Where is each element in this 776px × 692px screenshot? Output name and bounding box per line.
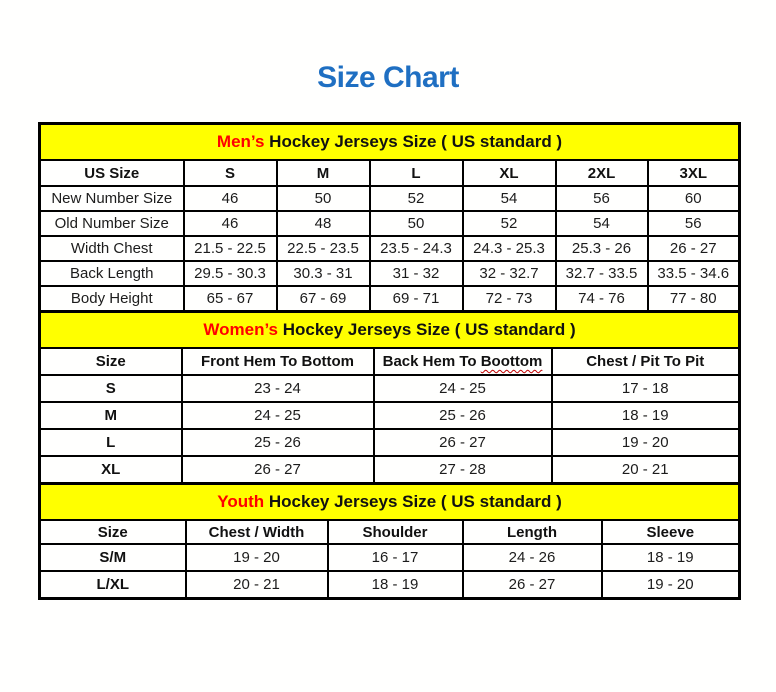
womens-header-back-hem (374, 348, 552, 375)
table-cell: 21.5 - 22.5 (184, 236, 277, 261)
womens-size-table (38, 310, 741, 485)
mens-header-m: M (277, 160, 370, 186)
youth-size-table (38, 482, 741, 600)
mens-row-new-number-size (40, 186, 740, 211)
womens-header-size: Size (40, 348, 182, 375)
table-cell: 32 - 32.7 (463, 261, 556, 286)
table-cell: 26 - 27 (463, 571, 602, 599)
row-label-cell: S/M (40, 544, 186, 571)
table-cell: 20 - 21 (552, 456, 740, 484)
table-cell: 16 - 17 (328, 544, 463, 571)
youth-row-sm (40, 544, 740, 571)
row-label-cell: XL (40, 456, 182, 484)
youth-header-sleeve: Sleeve (602, 520, 740, 544)
table-cell: 25 - 26 (182, 429, 374, 456)
womens-header-front-hem: Front Hem To Bottom (182, 348, 374, 375)
table-cell: 29.5 - 30.3 (184, 261, 277, 286)
table-cell: 19 - 20 (186, 544, 328, 571)
table-cell: 69 - 71 (370, 286, 463, 312)
table-cell: 32.7 - 33.5 (556, 261, 648, 286)
table-cell: 23 - 24 (182, 375, 374, 402)
womens-banner-cell (40, 312, 740, 349)
table-cell: 24 - 25 (374, 375, 552, 402)
page-title: Size Chart (317, 61, 459, 94)
table-cell: 18 - 19 (328, 571, 463, 599)
table-cell: 65 - 67 (184, 286, 277, 312)
table-cell: 27 - 28 (374, 456, 552, 484)
table-cell: 50 (370, 211, 463, 236)
youth-header-shoulder: Shoulder (328, 520, 463, 544)
table-cell: 24 - 26 (463, 544, 602, 571)
table-cell: 25 - 26 (374, 402, 552, 429)
womens-header-misspelled-word: Boottom (480, 353, 543, 370)
mens-row-old-number-size (40, 211, 740, 236)
womens-header-row (40, 348, 740, 375)
table-cell: 60 (648, 186, 740, 211)
mens-row-body-height (40, 286, 740, 312)
row-label-cell: S (40, 375, 182, 402)
table-cell: 26 - 27 (182, 456, 374, 484)
youth-banner-text: Hockey Jerseys Size ( US standard ) (264, 492, 562, 511)
row-label-cell: Body Height (40, 286, 184, 312)
table-cell: 46 (184, 211, 277, 236)
table-cell: 67 - 69 (277, 286, 370, 312)
table-cell: 52 (370, 186, 463, 211)
youth-row-lxl (40, 571, 740, 599)
table-cell: 50 (277, 186, 370, 211)
womens-banner-text: Hockey Jerseys Size ( US standard ) (278, 320, 576, 339)
table-cell: 22.5 - 23.5 (277, 236, 370, 261)
table-cell: 18 - 19 (552, 402, 740, 429)
womens-header-back-hem-prefix: Back Hem To (382, 353, 481, 370)
womens-row-m (40, 402, 740, 429)
table-cell: 18 - 19 (602, 544, 740, 571)
table-cell: 30.3 - 31 (277, 261, 370, 286)
womens-row-xl (40, 456, 740, 484)
table-cell: 19 - 20 (602, 571, 740, 599)
youth-header-size: Size (40, 520, 186, 544)
mens-header-row (40, 160, 740, 186)
womens-header-chest: Chest / Pit To Pit (552, 348, 740, 375)
youth-header-chest-width: Chest / Width (186, 520, 328, 544)
row-label-cell: M (40, 402, 182, 429)
table-cell: 25.3 - 26 (556, 236, 648, 261)
table-cell: 19 - 20 (552, 429, 740, 456)
table-cell: 24 - 25 (182, 402, 374, 429)
table-cell: 74 - 76 (556, 286, 648, 312)
mens-row-back-length (40, 261, 740, 286)
table-cell: 54 (463, 186, 556, 211)
womens-banner-row (40, 312, 740, 349)
womens-row-s (40, 375, 740, 402)
mens-banner-cell (40, 124, 740, 161)
mens-row-width-chest (40, 236, 740, 261)
mens-banner-row (40, 124, 740, 161)
table-cell: 33.5 - 34.6 (648, 261, 740, 286)
table-cell: 56 (556, 186, 648, 211)
table-cell: 48 (277, 211, 370, 236)
table-cell: 31 - 32 (370, 261, 463, 286)
mens-banner-text: Hockey Jerseys Size ( US standard ) (264, 132, 563, 151)
row-label-cell: Width Chest (40, 236, 184, 261)
table-cell: 24.3 - 25.3 (463, 236, 556, 261)
mens-header-l: L (370, 160, 463, 186)
mens-header-xl: XL (463, 160, 556, 186)
mens-header-us-size: US Size (40, 160, 184, 186)
mens-header-s: S (184, 160, 277, 186)
table-cell: 23.5 - 24.3 (370, 236, 463, 261)
mens-header-2xl: 2XL (556, 160, 648, 186)
table-cell: 72 - 73 (463, 286, 556, 312)
row-label-cell: New Number Size (40, 186, 184, 211)
womens-row-l (40, 429, 740, 456)
table-cell: 17 - 18 (552, 375, 740, 402)
table-cell: 46 (184, 186, 277, 211)
youth-banner-highlight: Youth (217, 492, 265, 511)
size-chart-tables (38, 122, 738, 600)
table-cell: 26 - 27 (374, 429, 552, 456)
table-cell: 52 (463, 211, 556, 236)
row-label-cell: L/XL (40, 571, 186, 599)
womens-banner-highlight: Women’s (203, 320, 278, 339)
youth-header-row (40, 520, 740, 544)
mens-header-3xl: 3XL (648, 160, 740, 186)
row-label-cell: Back Length (40, 261, 184, 286)
youth-banner-row (40, 484, 740, 521)
youth-banner-cell (40, 484, 740, 521)
table-cell: 77 - 80 (648, 286, 740, 312)
row-label-cell: Old Number Size (40, 211, 184, 236)
mens-size-table (38, 122, 741, 313)
row-label-cell: L (40, 429, 182, 456)
table-cell: 56 (648, 211, 740, 236)
youth-header-length: Length (463, 520, 602, 544)
table-cell: 54 (556, 211, 648, 236)
table-cell: 20 - 21 (186, 571, 328, 599)
table-cell: 26 - 27 (648, 236, 740, 261)
mens-banner-highlight: Men’s (216, 132, 265, 151)
